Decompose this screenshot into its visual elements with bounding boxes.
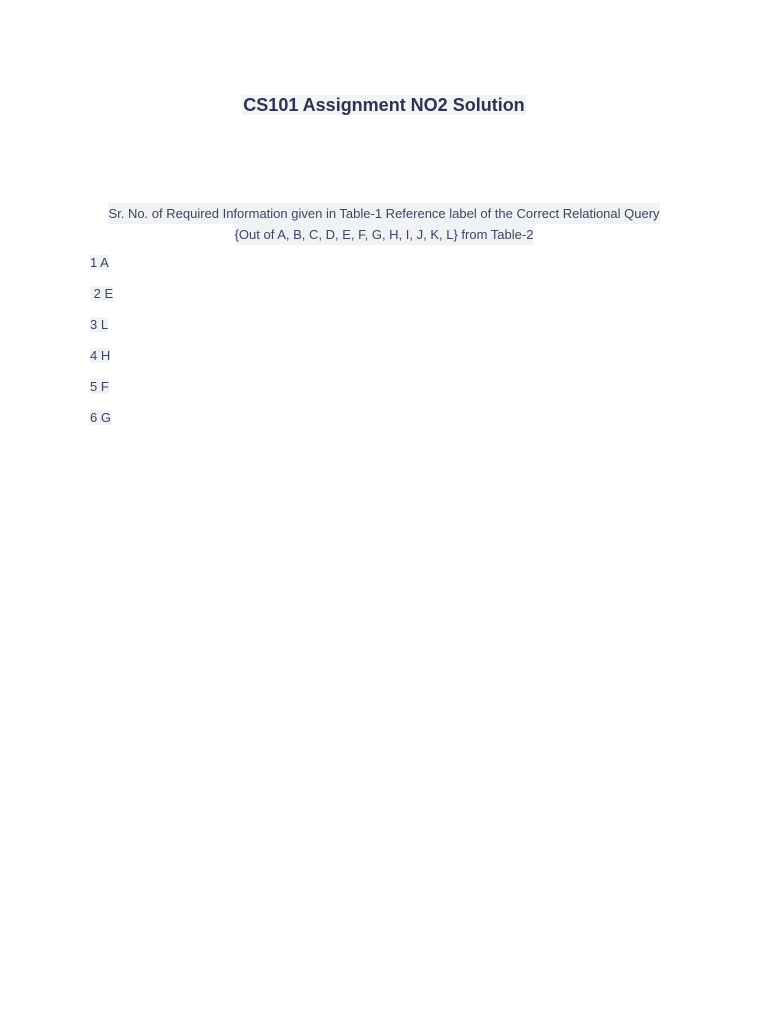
answer-item xyxy=(90,254,390,285)
answer-text: 4 H xyxy=(90,348,111,363)
answer-item xyxy=(90,316,390,347)
document-title-text: CS101 Assignment NO2 Solution xyxy=(243,95,525,115)
answer-list xyxy=(90,254,390,440)
answer-text: 3 L xyxy=(90,317,109,332)
answer-text: 5 F xyxy=(90,379,109,394)
instruction-paragraph xyxy=(60,203,708,245)
answer-item xyxy=(90,378,390,409)
answer-item xyxy=(90,409,390,440)
answer-text: 6 G xyxy=(90,410,111,425)
answer-text: 1 A xyxy=(90,255,109,270)
answer-item xyxy=(90,347,390,378)
answer-text: 2 E xyxy=(90,286,114,301)
answer-item xyxy=(90,285,390,316)
instruction-line-2: {Out of A, B, C, D, E, F, G, H, I, J, K, L} from Table-2 xyxy=(235,224,534,245)
instruction-line-1: Sr. No. of Required Information given in Table-1 Reference label of the Correct Relational Query xyxy=(108,203,659,224)
document-title xyxy=(0,93,768,117)
